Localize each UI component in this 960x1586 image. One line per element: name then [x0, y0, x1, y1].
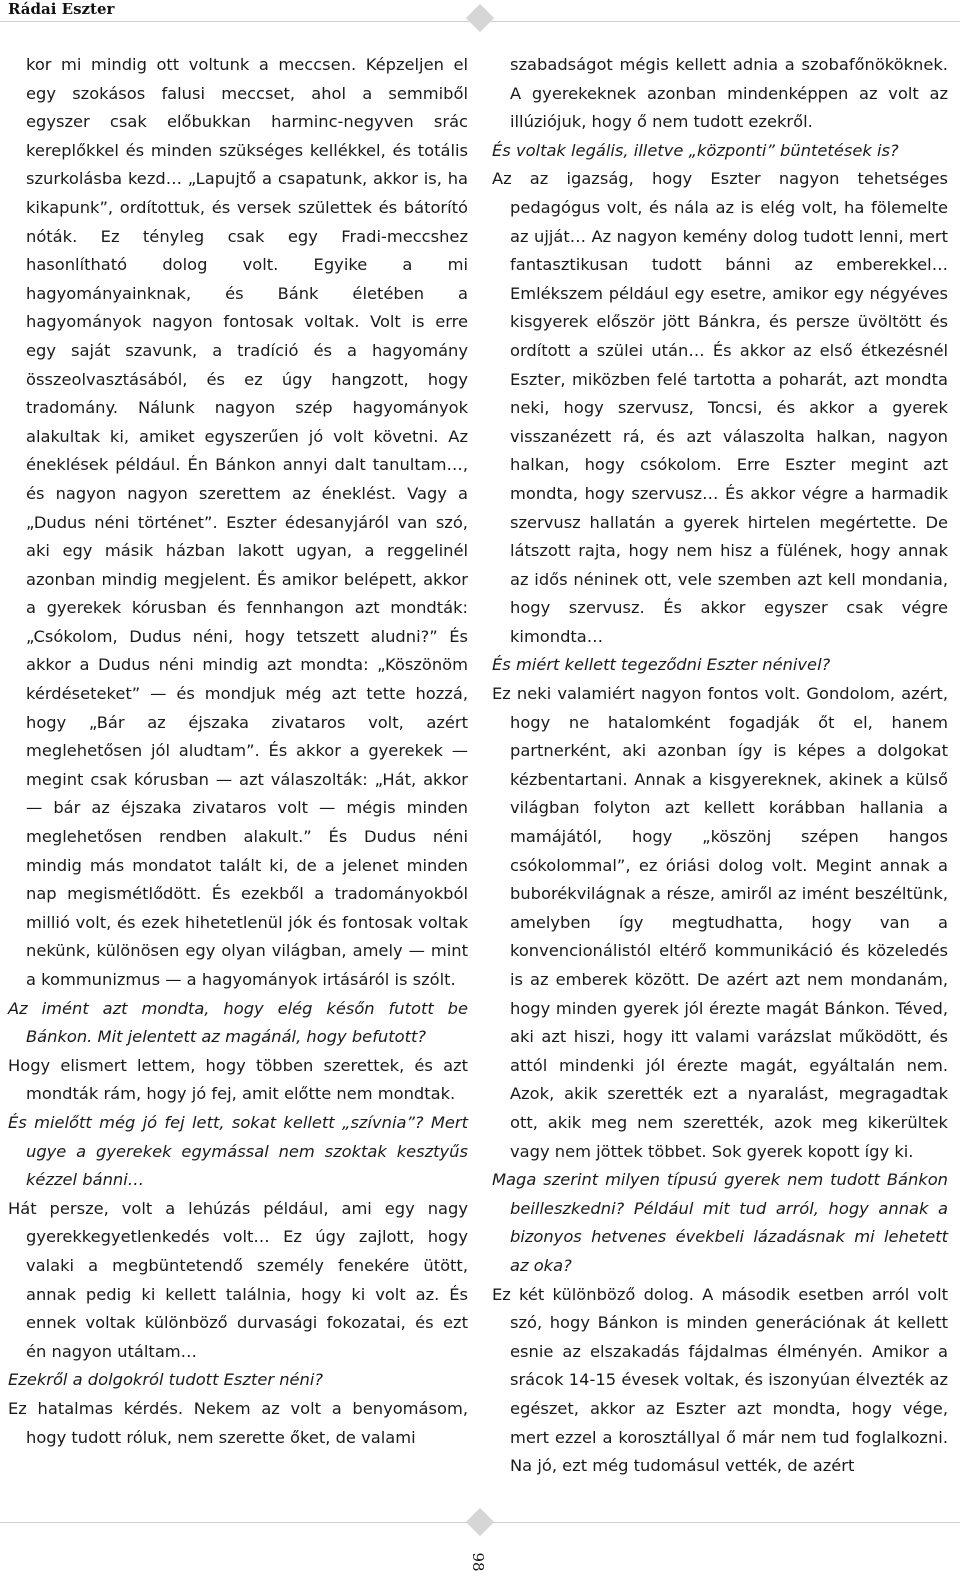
- footer-diamond-ornament: [466, 1508, 494, 1536]
- interview-answer: Ez hatalmas kérdés. Nekem az volt a benyomásom, hogy tudott róluk, nem szerette őket, de valami: [8, 1398, 468, 1447]
- interview-question: Maga szerint milyen típusú gyerek nem tudott Bánkon beilleszkedni? Például mit tud arról, hogy annak a bizonyos hetvenes évekbeli lázadásnak mi lehetett az oka?: [492, 1170, 948, 1275]
- interview-answer: Az az igazság, hogy Eszter nagyon tehetséges pedagógus volt, és nála az is elég volt, ha fölemelte az ujját… Az nagyon kemény dolog tudott lenni, mert fantasztikusan tudott bánni az emberekkel… Emlékszem például egy esetre, amikor egy négyéves kisgyerek először jött Bánkra, és persze üvöltött és ordított a szülei után… És akkor az első étkezésnél Eszter, miközben felé tartotta a poharát, azt mondta neki, hogy szervusz, Toncsi, és akkor a gyerek visszanézett rá, és azt válaszolta halkan, nagyon halkan, hogy csókolom. Erre Eszter megint azt mondta, hogy szervusz… És akkor végre a harmadik szervusz hallatán a gyerek hirtelen megértette. De látszott rajta, hogy nem hisz a fülének, hogy annak az idős néninek ott, vele szemben azt kell mondania, hogy szervusz. És akkor egyszer csak végre kimondta…: [492, 169, 948, 646]
- page-header: [0, 0, 960, 20]
- interview-question: És mielőtt még jó fej lett, sokat kellett „szívnia”? Mert ugye a gyerekek egymással nem szoktak kesztyűs kézzel bánni…: [8, 1112, 468, 1190]
- right-column: [492, 51, 948, 1481]
- left-column: [8, 51, 468, 1452]
- interview-answer: Ez két különböző dolog. A második esetben arról volt szó, hogy Bánkon is minden generációnak át kellett esnie az elszakadás fájdalmas élményén. Amikor a srácok 14-15 évesek voltak, és iszonyúan élvezték az egészet, akkor az Eszter azt mondta, hogy vége, mert ezzel a korosztállyal ő már nem tud foglalkozni. Na jó, ezt még tudomásul vették, de azért: [492, 1284, 948, 1476]
- paragraph: kor mi mindig ott voltunk a meccsen. Képzeljen el egy szokásos falusi meccset, ahol a semmiből egyszer csak előbukkan harminc-negyven srác kereplőkkel és minden szükséges kellékkel, és totális szurkolásba kezd… „Lapujtő a csapatunk, akkor is, ha kikapunk”, ordítottuk, és versek születtek és bátorító nóták. Ez tényleg csak egy Fradi-meccshez hasonlítható dolog volt. Egyike a mi hagyományainknak, és Bánk életében a hagyományok nagyon fontosak voltak. Volt is erre egy saját szavunk, a tradíció és a hagyomány összeolvasztásából, és ez úgy hangzott, hogy tradomány. Nálunk nagyon szép hagyományok alakultak ki, amiket egyszerűen jó volt követni. Az éneklések például. Én Bánkon annyi dalt tanultam…, és nagyon nagyon szerettem az éneklést. Vagy a „Dudus néni történet”. Eszter édesanyjáról van szó, aki egy másik házban lakott ugyan, a reggelinél azonban mindig megjelent. És amikor belépett, akkor a gyerekek kórusban és fennhangon azt mondták: „Csókolom, Dudus néni, hogy tetszett aludni?” És akkor a Dudus néni mindig azt mondta: „Köszönöm kérdéseteket” — és mondjuk még azt tette hozzá, hogy „Bár az éjszaka zivataros volt, azért meglehetősen jól aludtam”. És akkor a gyerekek — megint csak kórusban — azt válaszolták: „Hát, akkor — bár az éjszaka zivataros volt — mégis minden meglehetősen rendben alakult.” És Dudus néni mindig más mondatot talált ki, de a jelenet minden nap megismétlődött. És ezekből a tradományokból millió volt, és ezek hihetetlenül jók és fontosak voltak nekünk, különösen egy olyan világban, amely — mint a kommunizmus — a hagyományok irtásáról is szólt.: [26, 55, 468, 989]
- interview-question: És voltak legális, illetve „központi” büntetések is?: [492, 140, 899, 160]
- running-head-author: Rádai Eszter: [8, 0, 115, 18]
- header-diamond-ornament: [466, 4, 494, 32]
- interview-question: Ezekről a dolgokról tudott Eszter néni?: [8, 1370, 324, 1390]
- interview-question: És miért kellett tegeződni Eszter nénivel?: [492, 655, 831, 675]
- paragraph: szabadságot mégis kellett adnia a szobafőnököknek. A gyerekeknek azonban mindenképpen az volt az illúziójuk, hogy ő nem tudott ezekről.: [510, 55, 948, 132]
- interview-answer: Hogy elismert lettem, hogy többen szerettek, és azt mondták rám, hogy jó fej, amit előtte nem mondtak.: [8, 1055, 468, 1104]
- interview-answer: Ez neki valamiért nagyon fontos volt. Gondolom, azért, hogy ne hatalomként fogadják őt el, hanem partnerként, aki azonban így is képes a dolgokat kézbentartani. Annak a kisgyereknek, akinek a külső világban folyton azt kellett korábban hallania a mamájától, hogy „köszönj szépen hangos csókolommal”, ez óriási dolog volt. Megint annak a buborékvilágnak a része, amiről az imént beszéltünk, amelyben így megtudhatta, hogy van a konvencionálistól eltérő kommunikáció és közeledés is az emberek között. De azért azt nem mondanám, hogy minden gyerek jól érezte magát Bánkon. Téved, aki azt hiszi, hogy itt valami varázslat működött, és attól mindenki jól érezte magát, egyáltalán nem. Azok, akik szerették ezt a nyaralást, megragadtak ott, akik meg nem szerették, azok meg kikerültek vagy nem jöttek többet. Sok gyerek kopott így ki.: [492, 684, 948, 1161]
- interview-answer: Hát persze, volt a lehúzás például, ami egy nagy gyerekkegyetlenkedés volt… Ez úgy zajlott, hogy valaki a megbüntetendő személy fenekére ütött, annak pedig ki kellett találnia, hogy ki volt az. És ennek voltak különböző durvasági fokozatai, és ezt én nagyon utáltam…: [8, 1198, 468, 1361]
- interview-question: Az imént azt mondta, hogy elég későn futott be Bánkon. Mit jelentett az magánál, hogy befutott?: [8, 998, 468, 1047]
- page-number: 98: [469, 1552, 487, 1572]
